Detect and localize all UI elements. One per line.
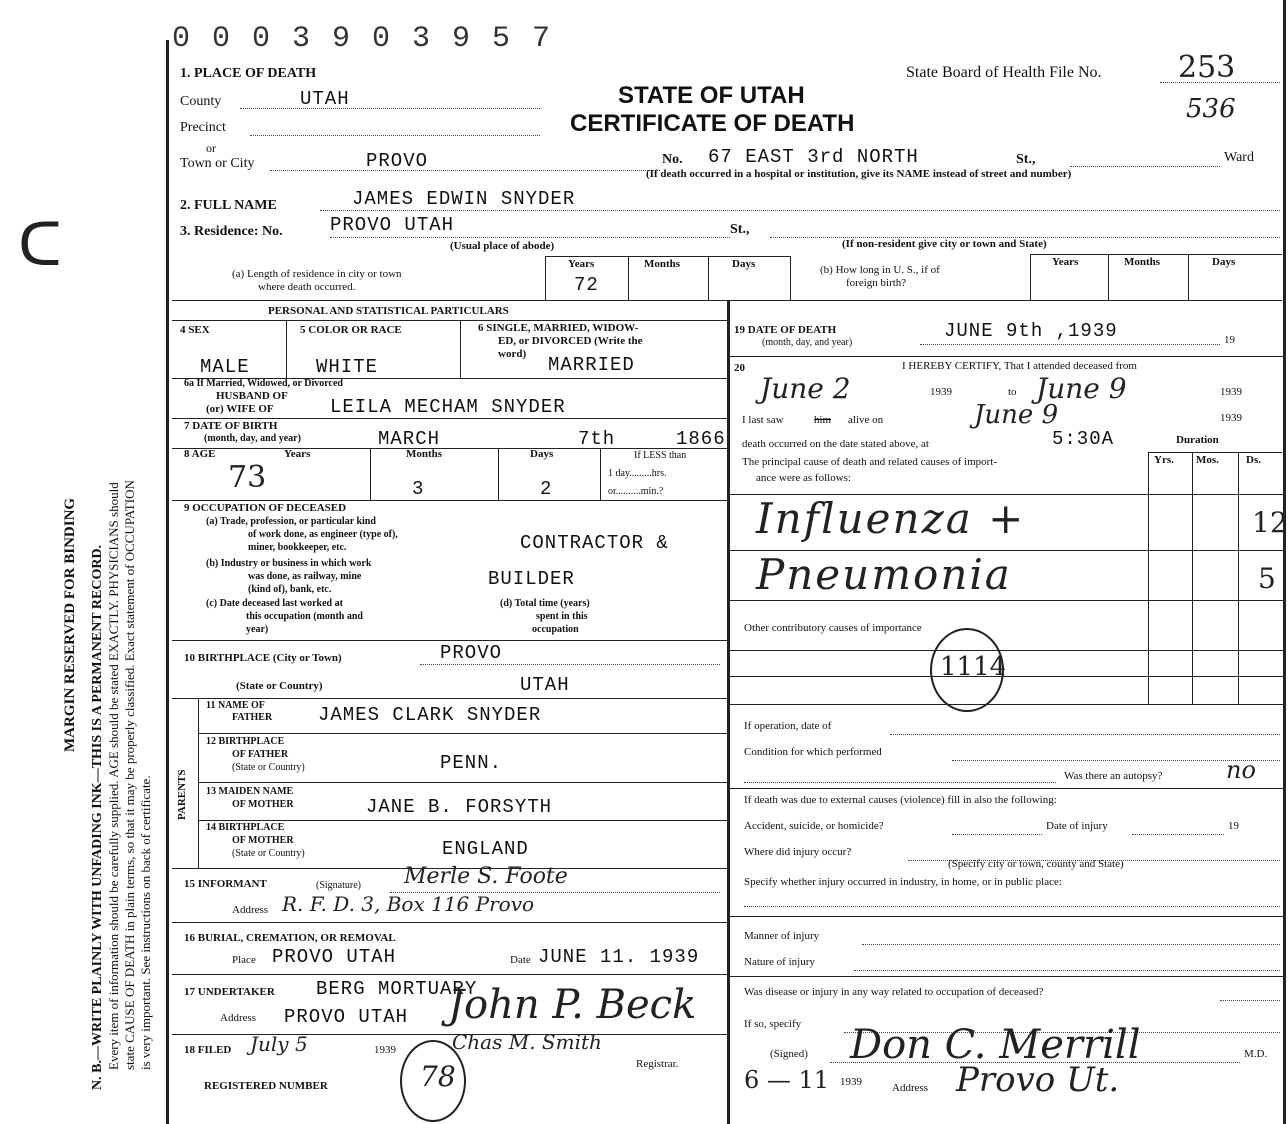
certificate-serial-number: 0 0 0 3 9 0 3 9 5 7 xyxy=(172,22,553,56)
personal-header: PERSONAL AND STATISTICAL PARTICULARS xyxy=(268,305,509,317)
duration-label: Duration xyxy=(1176,434,1219,446)
fbirth-label-b: OF FATHER xyxy=(232,749,289,760)
informant-signature: Merle S. Foote xyxy=(404,864,568,889)
death-date-year-suffix: 19 xyxy=(1224,334,1235,346)
row-line-nature xyxy=(727,976,1283,977)
file-no-value: 253 xyxy=(1178,50,1236,85)
residence-box-div1 xyxy=(628,256,629,300)
res-years-value: 72 xyxy=(574,274,599,296)
age-days-value: 2 xyxy=(540,478,553,500)
nature-label: Nature of injury xyxy=(744,956,815,968)
margin-instruction-3: is very important. See instructions on back of certificate. xyxy=(138,775,153,1070)
margin-instruction-1: Every item of information should be carefully supplied. AGE should be stated EXACTLY. PHYSICIANS should xyxy=(106,482,121,1070)
md-label: M.D. xyxy=(1244,1048,1268,1060)
row-line-11 xyxy=(198,733,727,734)
row-line-12 xyxy=(198,782,727,783)
certify-text: I HEREBY CERTIFY, That I attended deceased from xyxy=(902,360,1137,372)
duration-mos-label: Mos. xyxy=(1196,454,1219,466)
residence-box-top xyxy=(545,256,790,257)
injury-year: 19 xyxy=(1228,820,1239,832)
filed-label: 18 FILED xyxy=(184,1044,232,1056)
row-line-6a xyxy=(172,418,727,419)
birthplace-state: UTAH xyxy=(520,674,570,696)
undertaker-address: PROVO UTAH xyxy=(284,1006,409,1028)
filed-date: July 5 xyxy=(250,1032,308,1056)
cause-row-line-2 xyxy=(727,600,1283,601)
marital-label-c: word) xyxy=(498,348,527,360)
row-line-7 xyxy=(172,448,727,449)
age-months-value: 3 xyxy=(412,478,425,500)
birthplace-line xyxy=(420,664,720,665)
fbirth-label-a: 12 BIRTHPLACE xyxy=(206,736,285,747)
mother-label-b: OF MOTHER xyxy=(232,799,294,810)
birthplace-label: 10 BIRTHPLACE (City or Town) xyxy=(184,652,342,664)
mother-name: JANE B. FORSYTH xyxy=(366,796,553,818)
occ-d-label-3: occupation xyxy=(532,624,579,635)
registrar-signature: Chas M. Smith xyxy=(452,1030,602,1054)
undertaker-label: 17 UNDERTAKER xyxy=(184,986,275,998)
frame-left-border xyxy=(166,40,169,1124)
spouse-label-c: (or) WIFE OF xyxy=(206,403,274,415)
age-div1 xyxy=(370,448,371,500)
signed-label: (Signed) xyxy=(770,1048,808,1060)
us-box-div2 xyxy=(1188,254,1189,300)
marital-label-b: ED, or DIVORCED (Write the xyxy=(498,335,643,347)
last-saw-date: June 9 xyxy=(974,400,1059,430)
row-line-operation xyxy=(727,788,1283,789)
ward-line xyxy=(1070,166,1220,167)
attended-from-year: 1939 xyxy=(930,386,952,398)
marital-label-a: 6 SINGLE, MARRIED, WIDOW- xyxy=(478,322,639,334)
less-label-a: If LESS than xyxy=(634,450,687,461)
res-years-label: Years xyxy=(568,258,595,270)
us-box-div1 xyxy=(1108,254,1109,300)
occ-c-label-3: year) xyxy=(246,624,269,635)
attended-to: June 9 xyxy=(1036,372,1127,405)
spouse-label-b: HUSBAND OF xyxy=(216,390,288,402)
manner-line xyxy=(862,944,1280,945)
row-line-19 xyxy=(727,356,1283,357)
race-label: 5 COLOR OR RACE xyxy=(300,324,402,336)
margin-instruction-2: state CAUSE OF DEATH in plain terms, so that it may be properly classified. Exact statement of OCCUPATION xyxy=(122,480,137,1070)
frame-right-border xyxy=(1283,0,1286,1124)
sex-divider xyxy=(286,320,287,378)
residence-label: 3. Residence: No. xyxy=(180,224,283,239)
age-months-label: Months xyxy=(406,448,443,460)
precinct-label: Precinct xyxy=(180,120,226,135)
county-value: UTAH xyxy=(300,88,350,110)
residence-box-left xyxy=(545,256,546,300)
undertaker-name: BERG MORTUARY xyxy=(316,978,478,1000)
physician-address-label: Address xyxy=(892,1082,929,1094)
father-name: JAMES CLARK SNYDER xyxy=(318,704,542,726)
race-value: WHITE xyxy=(316,356,379,378)
occ-c-label-1: (c) Date deceased last worked at xyxy=(206,598,343,609)
row-line-9 xyxy=(172,640,727,641)
street-no-label: No. xyxy=(662,152,683,167)
specify-label: Specify whether injury occurred in industry, in home, or in public place: xyxy=(744,876,1062,888)
us-days-label: Days xyxy=(1212,256,1236,268)
operation-label: If operation, date of xyxy=(744,720,832,732)
parents-side-divider xyxy=(198,698,199,868)
cause-label-a: The principal cause of death and related causes of import- xyxy=(742,456,998,468)
margin-binding-note: MARGIN RESERVED FOR BINDING xyxy=(62,497,78,752)
injury-date-line xyxy=(1132,834,1224,835)
specify-line xyxy=(744,906,1280,907)
where-note: (Specify city or town, county and State) xyxy=(948,858,1124,870)
informant-address: R. F. D. 3, Box 116 Provo xyxy=(282,892,535,916)
us-years-label: Years xyxy=(1052,256,1079,268)
age-label: 8 AGE xyxy=(184,448,216,460)
contributory-label: Other contributory causes of importance xyxy=(744,622,922,634)
death-occurred-label: death occurred on the date stated above, at xyxy=(742,438,929,450)
informant-sig-label: (Signature) xyxy=(316,880,361,891)
residence-box-right xyxy=(790,256,791,300)
birthplace-state-label: (State or Country) xyxy=(236,680,323,692)
burial-date-label: Date xyxy=(510,954,531,966)
mbirth-label-b: OF MOTHER xyxy=(232,835,294,846)
cause-2: Pneumonia xyxy=(756,550,1012,599)
age-div3 xyxy=(600,448,601,500)
spouse-label-a: 6a If Married, Widowed, or Divorced xyxy=(184,378,343,389)
occ-c-label-2: this occupation (month and xyxy=(246,611,363,622)
physician-address: Provo Ut. xyxy=(956,1060,1120,1100)
residence-line xyxy=(330,237,730,238)
burial-place-label: Place xyxy=(232,954,256,966)
full-name-value: JAMES EDWIN SNYDER xyxy=(352,188,576,210)
attended-to-year: 1939 xyxy=(1220,386,1242,398)
occ-b-label-1: (b) Industry or business in which work xyxy=(206,558,372,569)
abode-note: (Usual place of abode) xyxy=(450,240,555,252)
registered-number-circle xyxy=(400,1040,466,1122)
cause-2-days: 5 xyxy=(1258,562,1276,595)
occ-a-label-1: (a) Trade, profession, or particular kind xyxy=(206,516,376,527)
physician-year: 1939 xyxy=(840,1076,862,1088)
burial-place: PROVO UTAH xyxy=(272,946,397,968)
us-box-left xyxy=(1030,254,1031,300)
condition-label: Condition for which performed xyxy=(744,746,882,758)
less-label-b: 1 day.........hrs. xyxy=(608,468,667,479)
parents-side-label: PARENTS xyxy=(176,769,188,820)
full-name-label: 2. FULL NAME xyxy=(180,198,277,213)
autopsy-answer: no xyxy=(1226,756,1256,784)
last-saw-label: I last saw xyxy=(742,414,784,426)
county-line xyxy=(240,108,540,109)
file-no-line xyxy=(1160,82,1280,83)
related-line xyxy=(1220,1000,1280,1001)
cause-row-line-3 xyxy=(727,650,1283,651)
column-divider xyxy=(727,300,730,1124)
age-years-label: Years xyxy=(284,448,311,460)
undertaker-address-label: Address xyxy=(220,1012,257,1024)
occ-d-label-1: (d) Total time (years) xyxy=(500,598,590,609)
row-line-external xyxy=(727,916,1283,917)
precinct-line xyxy=(250,135,540,136)
last-saw-pronoun: him xyxy=(814,414,832,426)
sex-label: 4 SEX xyxy=(180,324,210,336)
file-no-extra: 536 xyxy=(1186,94,1236,124)
row-line-8 xyxy=(172,500,727,501)
informant-label: 15 INFORMANT xyxy=(184,878,267,890)
occ-a-label-2: of work done, as engineer (type of), xyxy=(248,529,398,540)
us-label-b: foreign birth? xyxy=(846,277,907,289)
place-of-death-label: 1. PLACE OF DEATH xyxy=(180,66,317,81)
contributory-mark: 1114 xyxy=(940,652,1007,682)
burial-label: 16 BURIAL, CREMATION, OR REMOVAL xyxy=(184,932,396,944)
residence-box-div2 xyxy=(708,256,709,300)
occupation-trade: CONTRACTOR & xyxy=(520,532,669,554)
age-days-label: Days xyxy=(530,448,554,460)
mother-birthplace: ENGLAND xyxy=(442,838,529,860)
condition-line-2 xyxy=(744,782,1056,783)
spouse-value: LEILA MECHAM SNYDER xyxy=(330,396,566,418)
death-date-label-a: 19 DATE OF DEATH xyxy=(734,324,837,336)
hospital-note: (If death occurred in a hospital or institution, give its NAME instead of street and number) xyxy=(646,168,1072,180)
duration-col-1 xyxy=(1148,452,1149,704)
occ-b-label-2: was done, as railway, mine xyxy=(248,571,362,582)
us-label-a: (b) How long in U. S., if of xyxy=(820,264,940,276)
race-divider xyxy=(460,320,461,378)
town-label: Town or City xyxy=(180,156,255,171)
town-value: PROVO xyxy=(366,150,429,172)
attended-to-label: to xyxy=(1008,386,1017,398)
external-intro: If death was due to external causes (violence) fill in also the following: xyxy=(744,794,1057,806)
nature-line xyxy=(854,970,1280,971)
mother-label-a: 13 MAIDEN NAME xyxy=(206,786,294,797)
registrar-label: Registrar. xyxy=(636,1058,679,1070)
street-st-label: St., xyxy=(1016,152,1036,167)
us-box-top xyxy=(1030,254,1282,255)
accident-label: Accident, suicide, or homicide? xyxy=(744,820,884,832)
or-label: or xyxy=(206,141,216,155)
undertaker-signature: John P. Beck xyxy=(448,982,697,1028)
dob-day: 7th xyxy=(578,428,616,450)
dob-label-b: (month, day, and year) xyxy=(204,433,301,444)
registered-number-label: REGISTERED NUMBER xyxy=(204,1080,328,1092)
certificate-title: CERTIFICATE OF DEATH xyxy=(570,110,855,137)
age-years-value: 73 xyxy=(228,460,267,495)
sex-value: MALE xyxy=(200,356,250,378)
street-value: 67 EAST 3rd NORTH xyxy=(708,146,919,168)
occ-b-label-3: (kind of), bank, etc. xyxy=(248,584,332,595)
occ-d-label-2: spent in this xyxy=(536,611,588,622)
where-label: Where did injury occur? xyxy=(744,846,852,858)
row-line-10 xyxy=(172,698,727,699)
duration-yrs-label: Yrs. xyxy=(1154,454,1174,466)
mbirth-label-a: 14 BIRTHPLACE xyxy=(206,822,285,833)
age-div2 xyxy=(498,448,499,500)
duration-col-3 xyxy=(1238,452,1239,704)
alive-on-label: alive on xyxy=(848,414,884,426)
burial-date: JUNE 11. 1939 xyxy=(538,946,700,968)
father-label-b: FATHER xyxy=(232,712,273,723)
res-days-label: Days xyxy=(732,258,756,270)
death-time: 5:30A xyxy=(1052,428,1115,450)
state-title: STATE OF UTAH xyxy=(618,82,805,109)
birthplace-city: PROVO xyxy=(440,642,503,664)
duration-ds-label: Ds. xyxy=(1246,454,1261,466)
occ-a-label-3: miner, bookkeeper, etc. xyxy=(248,542,347,553)
operation-line xyxy=(890,734,1280,735)
death-date-value: JUNE 9th ,1939 xyxy=(944,320,1118,342)
cause-1-days: 12 xyxy=(1252,506,1288,539)
autopsy-label: Was there an autopsy? xyxy=(1064,770,1163,782)
length-residence-label-a: (a) Length of residence in city or town xyxy=(232,268,402,280)
father-birthplace: PENN. xyxy=(440,752,503,774)
dob-month: MARCH xyxy=(378,428,441,450)
related-label: Was disease or injury in any way related to occupation of deceased? xyxy=(744,986,1044,998)
county-label: County xyxy=(180,94,222,109)
accident-line xyxy=(952,834,1042,835)
town-line xyxy=(270,170,660,171)
row-line-13 xyxy=(198,820,727,821)
occupation-label: 9 OCCUPATION OF DECEASED xyxy=(184,502,347,514)
file-no-label: State Board of Health File No. xyxy=(906,64,1102,81)
ifso-label: If so, specify xyxy=(744,1018,802,1030)
res-months-label: Months xyxy=(644,258,681,270)
row-line-15 xyxy=(172,922,727,923)
filed-year: 1939 xyxy=(374,1044,396,1056)
us-months-label: Months xyxy=(1124,256,1161,268)
residence-st-label: St., xyxy=(730,222,750,237)
personal-header-line xyxy=(172,320,727,321)
fbirth-label-c: (State or Country) xyxy=(232,762,305,773)
residence-value: PROVO UTAH xyxy=(330,214,455,236)
length-residence-label-b: where death occurred. xyxy=(258,281,356,293)
father-label-a: 11 NAME OF xyxy=(206,700,265,711)
cause-label-b: ance were as follows: xyxy=(756,472,851,484)
row-line-16 xyxy=(172,974,727,975)
informant-address-label: Address xyxy=(232,904,269,916)
occupation-industry: BUILDER xyxy=(488,568,575,590)
physician-date: 6 — 11 xyxy=(744,1066,830,1094)
dob-year: 1866 xyxy=(676,428,726,450)
cause-1: Influenza + xyxy=(756,494,1026,543)
injury-date-label: Date of injury xyxy=(1046,820,1108,832)
ward-label: Ward xyxy=(1224,150,1254,165)
less-label-c: or..........min.? xyxy=(608,486,664,497)
certify-num: 20 xyxy=(734,362,745,374)
full-name-line xyxy=(320,210,1280,211)
last-saw-year: 1939 xyxy=(1220,412,1242,424)
duration-col-2 xyxy=(1192,452,1193,704)
mbirth-label-c: (State or Country) xyxy=(232,848,305,859)
attended-from: June 2 xyxy=(760,372,851,405)
death-date-line xyxy=(920,344,1220,345)
physician-signature: Don C. Merrill xyxy=(850,1022,1141,1068)
cause-row-line-5 xyxy=(727,704,1283,705)
manner-label: Manner of injury xyxy=(744,930,820,942)
margin-bracket-mark: ᑕ xyxy=(18,212,62,278)
nonresident-note: (If non-resident give city or town and State) xyxy=(842,238,1047,250)
registered-number: 78 xyxy=(420,1060,456,1093)
marital-value: MARRIED xyxy=(548,354,635,376)
margin-ink-note: N. B.—WRITE PLAINLY WITH UNFADING INK—THIS IS A PERMANENT RECORD. xyxy=(90,544,105,1090)
duration-header-line xyxy=(1148,452,1282,453)
death-date-label-b: (month, day, and year) xyxy=(762,337,853,348)
dob-label-a: 7 DATE OF BIRTH xyxy=(184,420,278,432)
